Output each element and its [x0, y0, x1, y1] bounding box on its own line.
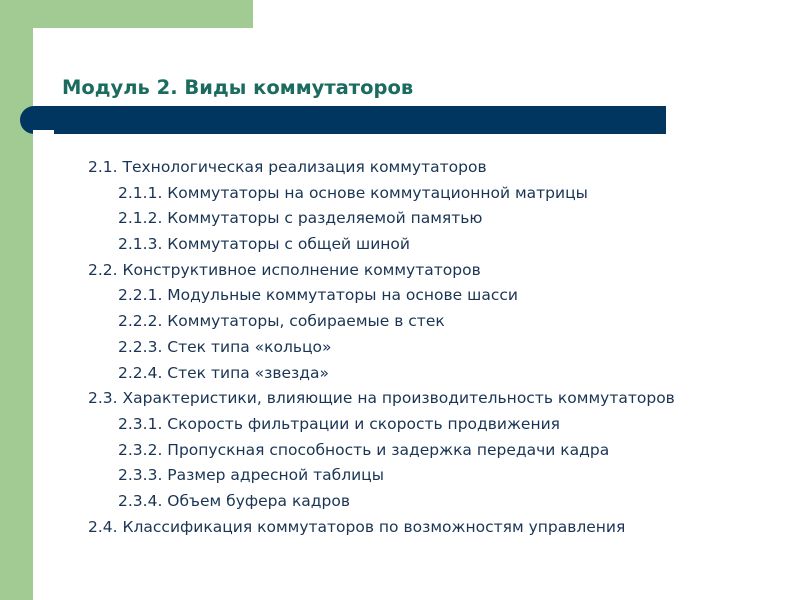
- decorative-top-block: [0, 0, 253, 28]
- outline-item: 2.1. Технологическая реализация коммутаторов: [88, 158, 487, 176]
- outline-list: [0, 155, 675, 540]
- outline-item: 2.1.1. Коммутаторы на основе коммутационной матрицы: [118, 183, 588, 202]
- outline-item: 2.1.2. Коммутаторы с разделяемой памятью: [118, 209, 483, 228]
- outline-item: 2.2.3. Стек типа «кольцо»: [118, 337, 332, 356]
- outline-item: 2.2.2. Коммутаторы, собираемые в стек: [118, 312, 445, 331]
- title-underline-bar: [20, 106, 666, 134]
- outline-item: 2.4. Классификация коммутаторов по возможностям управления: [88, 517, 626, 536]
- outline-item: 2.3.4. Объем буфера кадров: [118, 491, 350, 510]
- outline-item: 2.2. Конструктивное исполнение коммутаторов: [88, 260, 481, 279]
- title-bar-notch: [33, 130, 54, 134]
- outline-item: 2.3.3. Размер адресной таблицы: [118, 466, 384, 485]
- outline-item: 2.2.4. Стек типа «звезда»: [118, 363, 329, 382]
- outline-item: 2.1.3. Коммутаторы с общей шиной: [118, 235, 410, 254]
- outline-item: 2.2.1. Модульные коммутаторы на основе шасси: [118, 286, 518, 305]
- outline-item: 2.3.1. Скорость фильтрации и скорость продвижения: [118, 414, 560, 433]
- outline-item: 2.3.2. Пропускная способность и задержка передачи кадра: [118, 440, 610, 459]
- outline-item: 2.3. Характеристики, влияющие на производительность коммутаторов: [88, 389, 675, 408]
- slide-title: Модуль 2. Виды коммутаторов: [62, 76, 414, 99]
